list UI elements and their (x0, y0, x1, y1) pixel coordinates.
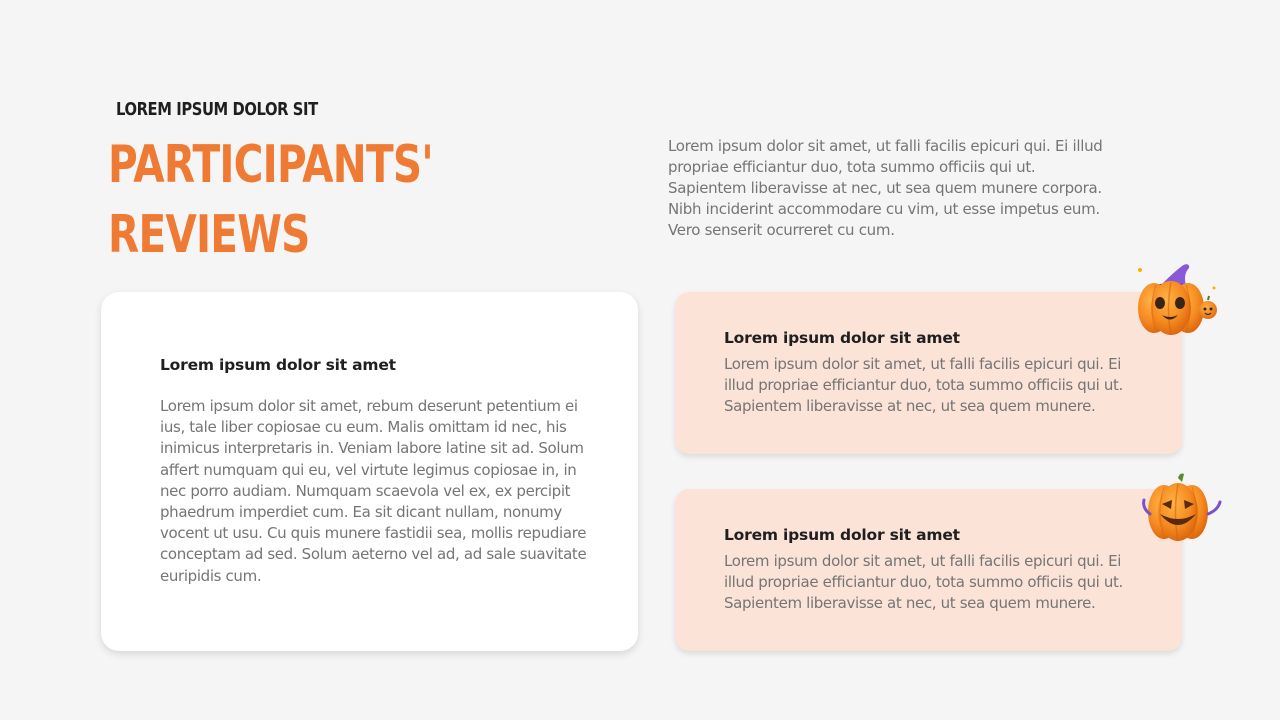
intro-paragraph: Lorem ipsum dolor sit amet, ut falli facilis epicuri qui. Ei illud propriae efficiantur duo, tota summo officiis qui ut. Sapientem liberavisse at nec, ut sea quem munere corpora. Nibh inciderint accommodare cu vim, ut esse impetus eum. Vero senserit ocurreret cu cum. (668, 137, 1103, 239)
review-card-heading: Lorem ipsum dolor sit amet (724, 329, 960, 347)
slide-subtitle: LOREM IPSUM DOLOR SIT (116, 99, 318, 120)
review-card-1 (675, 292, 1182, 454)
review-card-heading: Lorem ipsum dolor sit amet (724, 526, 960, 544)
slide-title-line-2: REVIEWS (108, 205, 310, 265)
main-review-card (101, 292, 638, 651)
review-card-body: Lorem ipsum dolor sit amet, ut falli facilis epicuri qui. Ei illud propriae efficiantur duo, tota summo officiis qui ut. Sapientem liberavisse at nec, ut sea quem munere. (724, 355, 1123, 415)
pumpkin-witch-hat-icon (1128, 258, 1222, 338)
main-review-heading: Lorem ipsum dolor sit amet (160, 356, 396, 374)
slide-title-line-1: PARTICIPANTS' (108, 135, 433, 195)
review-card-2 (675, 489, 1182, 651)
main-review-body: Lorem ipsum dolor sit amet, rebum deserunt petentium ei ius, tale liber copiosae cu eum. Malis omittam id nec, his inimicus interpretaris in. Veniam labore latine sit ad. Solum affert numquam qui eu, vel virtute legimus copiosae in, in nec porro audiam. Numquam scaevola vel ex, ex percipit phaedrum imperdiet cum. Ea sit dicant nullam, nonumy vocent ut usu. Cu quis munere fastidii sea, mollis repudiare conceptam ad sed. Solum aeterno vel ad, ad sale suavitate euripidis cum. (160, 397, 587, 585)
jack-o-lantern-icon (1138, 470, 1226, 544)
review-card-body: Lorem ipsum dolor sit amet, ut falli facilis epicuri qui. Ei illud propriae efficiantur duo, tota summo officiis qui ut. Sapientem liberavisse at nec, ut sea quem munere. (724, 552, 1123, 612)
slide-title (108, 130, 433, 270)
